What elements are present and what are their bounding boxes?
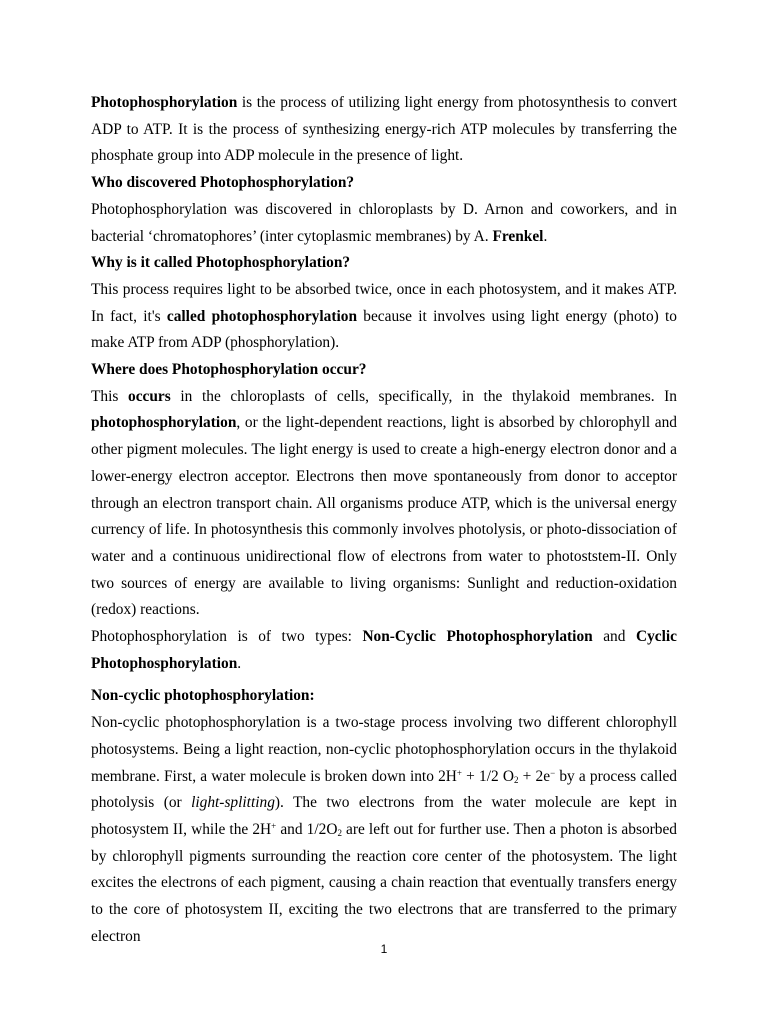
types-end: . xyxy=(237,654,242,672)
heading-noncyclic: Non-cyclic photophosphorylation: xyxy=(91,687,315,705)
intro-text: is the process of utilizing light energy from photosynthesis to convert ADP to ATP. It is the process of synthesizing energy-rich ATP molecules by transferring the phosphate group into ADP molecule in the presence of light. xyxy=(91,94,677,165)
page-number: 1 xyxy=(380,942,388,956)
noncyclic-text-4: by a process called photolysis (or xyxy=(91,767,677,812)
noncyclic-paragraph xyxy=(91,710,677,950)
types-text: Photophosphorylation is of two types: xyxy=(91,628,363,646)
types-paragraph xyxy=(91,624,677,677)
types-bold-noncyclic: Non-Cyclic Photophosphorylation xyxy=(362,628,593,646)
naming-paragraph xyxy=(91,277,677,357)
heading-why-called: Why is it called Photophosphorylation? xyxy=(91,254,351,272)
superscript-plus: + xyxy=(271,820,277,831)
naming-text-2: because it involves using light energy (photo) to make ATP from ADP (phosphorylation). xyxy=(91,307,678,352)
noncyclic-text-2: + 1/2 O xyxy=(461,767,514,785)
noncyclic-text-6: and 1/2O xyxy=(276,820,338,838)
location-text-1: This xyxy=(91,387,128,405)
location-bold-term: photophosphorylation xyxy=(91,414,237,432)
italic-light-splitting: light-splitting xyxy=(191,794,275,812)
discovery-text: Photophosphorylation was discovered in chloroplasts by D. Arnon and coworkers, and in bacterial ‘chromatophores’ (inter cytoplasmic membranes) by A. xyxy=(91,200,677,245)
location-text-3: , or the light-dependent reactions, light is absorbed by chlorophyll and other pigment molecules. The light energy is used to create a high-energy electron donor and a lower-energy electron acceptor. Electrons then move spontaneously from donor to acceptor through an electron transport chain. All organisms produce ATP, which is the universal energy currency of life. In photosynthesis this commonly involves photolysis, or photo-dissociation of water and a continuous unidirectional flow of electrons from water to photoststem-II. Only two sources of energy are available to living organisms: Sunlight and reduction-oxidation (redox) reactions. xyxy=(91,414,677,619)
location-paragraph xyxy=(91,384,677,624)
discovery-paragraph xyxy=(91,197,677,250)
discovery-bold-name: Frenkel xyxy=(492,227,544,245)
subscript-two: 2 xyxy=(337,827,342,838)
heading-where-occur: Where does Photophosphorylation occur? xyxy=(91,361,367,379)
discovery-end: . xyxy=(543,227,548,245)
noncyclic-text-7: are left out for further use. Then a photon is absorbed by chlorophyll pigments surrounding the reaction core center of the photosystem. The light excites the electrons of each pigment, causing a chain reaction that eventually transfers energy to the core of photosystem II, exciting the two electrons that are transferred to the primary electron xyxy=(91,820,677,945)
document-body xyxy=(91,90,677,951)
superscript-minus: − xyxy=(550,767,556,778)
location-text-2: in the chloroplasts of cells, specifically, in the thylakoid membranes. In xyxy=(170,387,677,405)
superscript-plus: + xyxy=(456,767,462,778)
types-and: and xyxy=(592,628,636,646)
heading-who-discovered: Who discovered Photophosphorylation? xyxy=(91,174,355,192)
naming-bold: called photophosphorylation xyxy=(166,307,358,325)
naming-text-1: This process requires light to be absorbed twice, once in each photosystem, and it makes ATP. In fact, it's xyxy=(91,280,677,325)
intro-paragraph xyxy=(91,90,677,170)
noncyclic-text-3: + 2e xyxy=(518,767,551,785)
noncyclic-text-1: Non-cyclic photophosphorylation is a two-stage process involving two different chlorophyll photosystems. Being a light reaction, non-cyclic photophosphorylation occurs in the thylakoid membrane. First, a water molecule is broken down into 2H xyxy=(91,714,677,785)
location-bold-occurs: occurs xyxy=(128,387,171,405)
noncyclic-text-5: ). The two electrons from the water molecule are kept in photosystem II, while the 2H xyxy=(91,794,677,838)
intro-term: Photophosphorylation xyxy=(91,94,238,111)
types-bold-cyclic: Cyclic Photophosphorylation xyxy=(91,628,677,672)
subscript-two: 2 xyxy=(513,774,519,785)
